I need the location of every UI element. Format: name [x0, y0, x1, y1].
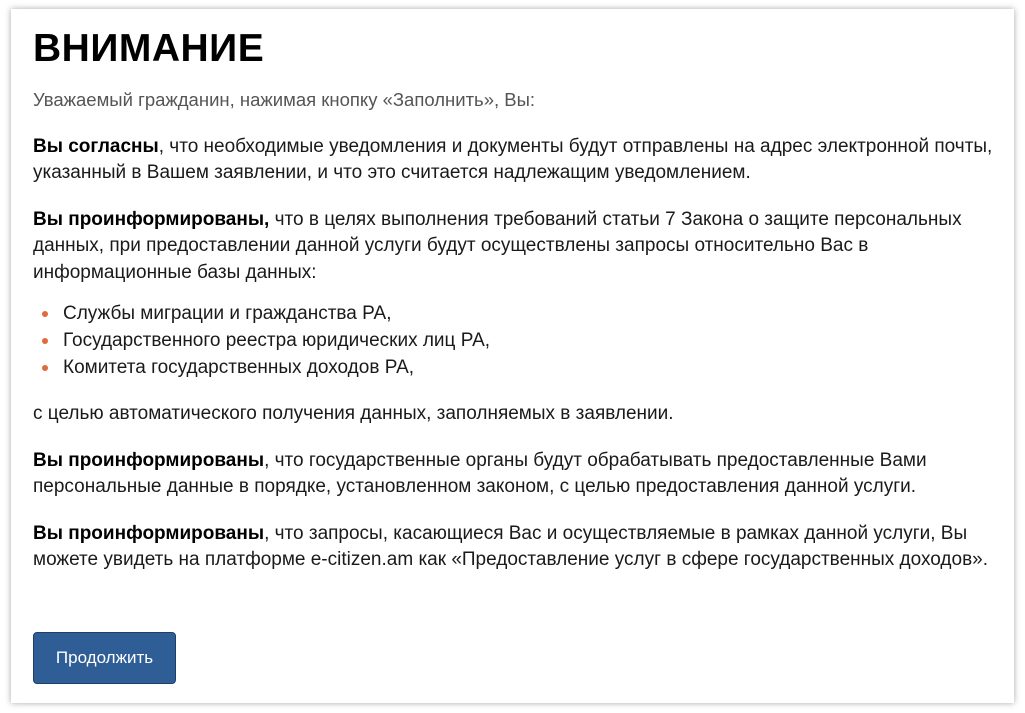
page-title: ВНИМАНИЕ — [33, 27, 265, 70]
requests-paragraph — [33, 521, 1008, 574]
list-item: Государственного реестра юридических лиц РА, — [33, 327, 1008, 354]
requests-paragraph-bold: Вы проинформированы — [33, 522, 265, 544]
purpose-text: с целью автоматического получения данных, заполняемых в заявлении. — [33, 403, 674, 424]
consent-paragraph — [33, 134, 1008, 187]
notice-content — [33, 87, 1008, 594]
bullet-icon — [42, 365, 48, 371]
processing-paragraph-bold: Вы проинформированы — [33, 449, 265, 471]
bullet-icon — [42, 338, 48, 344]
list-item: Службы миграции и гражданства РА, — [33, 300, 1008, 327]
databases-paragraph — [33, 207, 1008, 287]
databases-list — [33, 300, 1008, 381]
consent-paragraph-text: , что необходимые уведомления и документы будут отправлены на адрес электронной почты, указанный в Вашем заявлении, и что это считается надлежащим уведомлением. — [33, 135, 993, 183]
bullet-icon — [42, 311, 48, 317]
processing-paragraph-text: , что государственные органы будут обрабатывать предоставленные Вами персональные данные в порядке, установленном законом, с целью предоставления данной услуги. — [33, 449, 927, 497]
consent-paragraph-bold: Вы согласны — [33, 135, 159, 157]
databases-paragraph-text: что в целях выполнения требований статьи 7 Закона о защите персональных данных, при предоставлении данной услуги будут осуществлены запросы относительно Вас в информационные базы данных: — [33, 208, 962, 283]
list-item: Комитета государственных доходов РА, — [33, 354, 1008, 381]
continue-button[interactable]: Продолжить — [33, 632, 176, 684]
notice-card — [11, 9, 1014, 703]
intro-text: Уважаемый гражданин, нажимая кнопку «Заполнить», Вы: — [33, 89, 536, 110]
processing-paragraph — [33, 448, 1008, 501]
databases-paragraph-bold: Вы проинформированы, — [33, 208, 270, 230]
requests-paragraph-text: , что запросы, касающиеся Вас и осуществляемые в рамках данной услуги, Вы можете увидеть на платформе e-citizen.am как «Предоставление услуг в сфере государственных доходов». — [33, 522, 989, 570]
